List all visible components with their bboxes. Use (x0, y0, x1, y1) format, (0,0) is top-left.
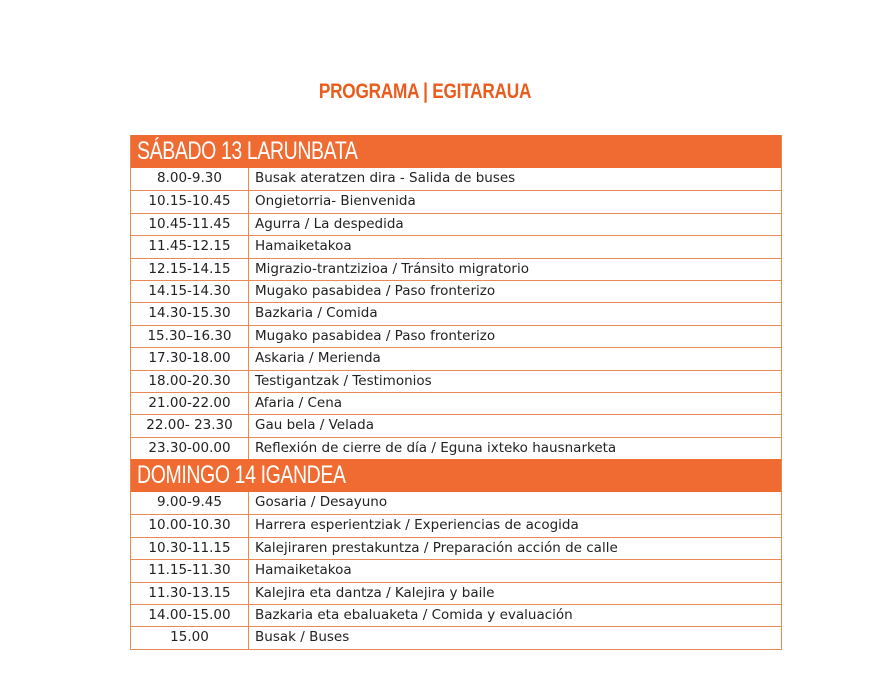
schedule-row (131, 537, 781, 559)
saturday-rows (131, 168, 781, 459)
activity-cell: Harrera esperientziak / Experiencias de acogida (255, 517, 579, 534)
schedule-row (131, 258, 781, 280)
time-cell: 14.30-15.30 (131, 303, 249, 324)
schedule-row (131, 347, 781, 369)
schedule-row (131, 302, 781, 324)
day-header-label: SÁBADO 13 LARUNBATA (137, 137, 358, 165)
time-cell: 17.30-18.00 (131, 348, 249, 369)
schedule-row (131, 235, 781, 257)
time-cell: 14.00-15.00 (131, 605, 249, 626)
day-header-saturday (131, 135, 781, 168)
activity-cell: Bazkaria eta ebaluaketa / Comida y evaluación (255, 607, 573, 624)
activity-cell: Migrazio-trantzizioa / Tránsito migratorio (255, 260, 529, 277)
time-cell: 11.45-12.15 (131, 236, 249, 257)
activity-cell: Mugako pasabidea / Paso fronterizo (255, 327, 496, 344)
activity-cell: Kalejira eta dantza / Kalejira y baile (255, 584, 495, 601)
activity-cell: Busak ateratzen dira - Salida de buses (255, 170, 516, 186)
schedule-row (131, 582, 781, 604)
schedule-row (131, 626, 781, 648)
schedule-table (130, 135, 782, 650)
schedule-row (131, 280, 781, 302)
time-cell: 10.45-11.45 (131, 214, 249, 235)
time-cell: 10.30-11.15 (131, 538, 249, 559)
time-cell: 15.30–16.30 (131, 326, 249, 347)
time-cell: 23.30-00.00 (131, 438, 249, 459)
time-cell: 18.00-20.30 (131, 371, 249, 392)
schedule-row (131, 437, 781, 459)
activity-cell: Gosaria / Desayuno (255, 494, 388, 511)
schedule-row (131, 514, 781, 536)
activity-cell: Testigantzak / Testimonios (255, 372, 432, 389)
activity-cell: Askaria / Merienda (255, 350, 381, 367)
activity-cell: Hamaiketakoa (255, 562, 352, 579)
time-cell: 9.00-9.45 (131, 492, 249, 514)
activity-cell: Gau bela / Velada (255, 417, 374, 434)
schedule-row (131, 168, 781, 190)
activity-cell: Bazkaria / Comida (255, 305, 378, 322)
time-cell: 15.00 (131, 627, 249, 648)
activity-cell: Kalejiraren prestakuntza / Preparación acción de calle (255, 539, 618, 556)
time-cell: 22.00- 23.30 (131, 415, 249, 436)
activity-cell: Hamaiketakoa (255, 238, 352, 255)
schedule-row (131, 190, 781, 212)
activity-cell: Afaria / Cena (255, 394, 343, 411)
schedule-row (131, 325, 781, 347)
activity-cell: Agurra / La despedida (255, 215, 404, 232)
schedule-row (131, 492, 781, 514)
time-cell: 8.00-9.30 (131, 168, 249, 190)
time-cell: 21.00-22.00 (131, 393, 249, 414)
activity-cell: Ongietorria- Bienvenida (255, 193, 416, 210)
activity-cell: Busak / Buses (255, 629, 350, 646)
day-header-sunday (131, 459, 781, 492)
schedule-row (131, 559, 781, 581)
time-cell: 10.15-10.45 (131, 191, 249, 212)
sunday-rows (131, 492, 781, 649)
schedule-row (131, 213, 781, 235)
schedule-row (131, 370, 781, 392)
activity-cell: Reflexión de cierre de día / Eguna ixteko hausnarketa (255, 439, 617, 456)
schedule-row (131, 604, 781, 626)
time-cell: 10.00-10.30 (131, 515, 249, 536)
time-cell: 11.15-11.30 (131, 560, 249, 581)
schedule-row (131, 392, 781, 414)
time-cell: 11.30-13.15 (131, 583, 249, 604)
time-cell: 12.15-14.15 (131, 259, 249, 280)
activity-cell: Mugako pasabidea / Paso fronterizo (255, 282, 496, 299)
time-cell: 14.15-14.30 (131, 281, 249, 302)
program-title: PROGRAMA | EGITARAUA (318, 80, 532, 103)
day-header-label: DOMINGO 14 IGANDEA (137, 461, 346, 490)
schedule-row (131, 414, 781, 436)
